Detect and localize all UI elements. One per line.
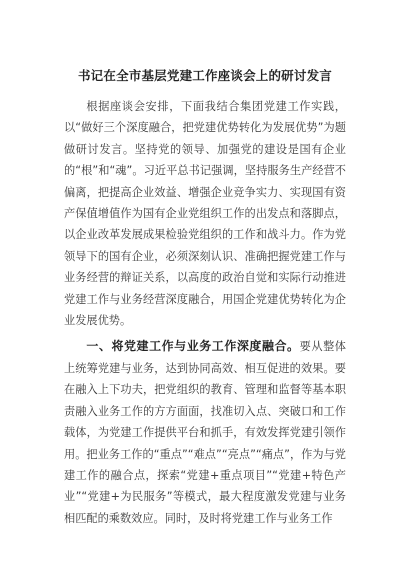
section-1-paragraph xyxy=(64,336,346,529)
document-title: 书记在全市基层党建工作座谈会上的研讨发言 xyxy=(77,68,332,83)
intro-paragraph: 根据座谈会安排，下面我结合集团党建工作实践，以“做好三个深度融合，把党建优势转化为发展优势”为题做研讨发言。坚持党的领导、加强党的建设是国有企业的“根”和“魂”。习近平总书记强调，坚持服务生产经营不偏离，把提高企业效益、增强企业竞争实力、实现国有资产保值增值作为国有企业党组织工作的出发点和落脚点，以企业改革发展成果检验党组织的工作和战斗力。作为党领导下的国有企业，必须深刻认识、准确把握党建工作与业务经营的辩证关系，以高度的政治自觉和实际行动推进党建工作与业务经营深度融合，用国企党建优势转化为企业发展优势。 xyxy=(64,100,346,328)
section-1-body: 要从整体上统筹党建与业务，达到协同高效、相互促进的效果。要在融入上下功夫，把党组织的教育、管理和监督等基本职责融入业务工作的方方面面，找准切入点、突破口和工作载体，为党建工作提供平台和抓手，有效发挥党建引领作用。把业务工作的“重点”“难点”“亮点”“痛点”，作为与党建工作的融合点，探索“党建+重点项目”“党建+特色产业”“党建+为民服务”等模式，最大程度激发党建与业务相匹配的乘数效应。同时，及时将党建工作与业务工作 xyxy=(64,340,346,525)
section-1-heading: 一、将党建工作与业务工作深度融合。 xyxy=(86,339,300,354)
